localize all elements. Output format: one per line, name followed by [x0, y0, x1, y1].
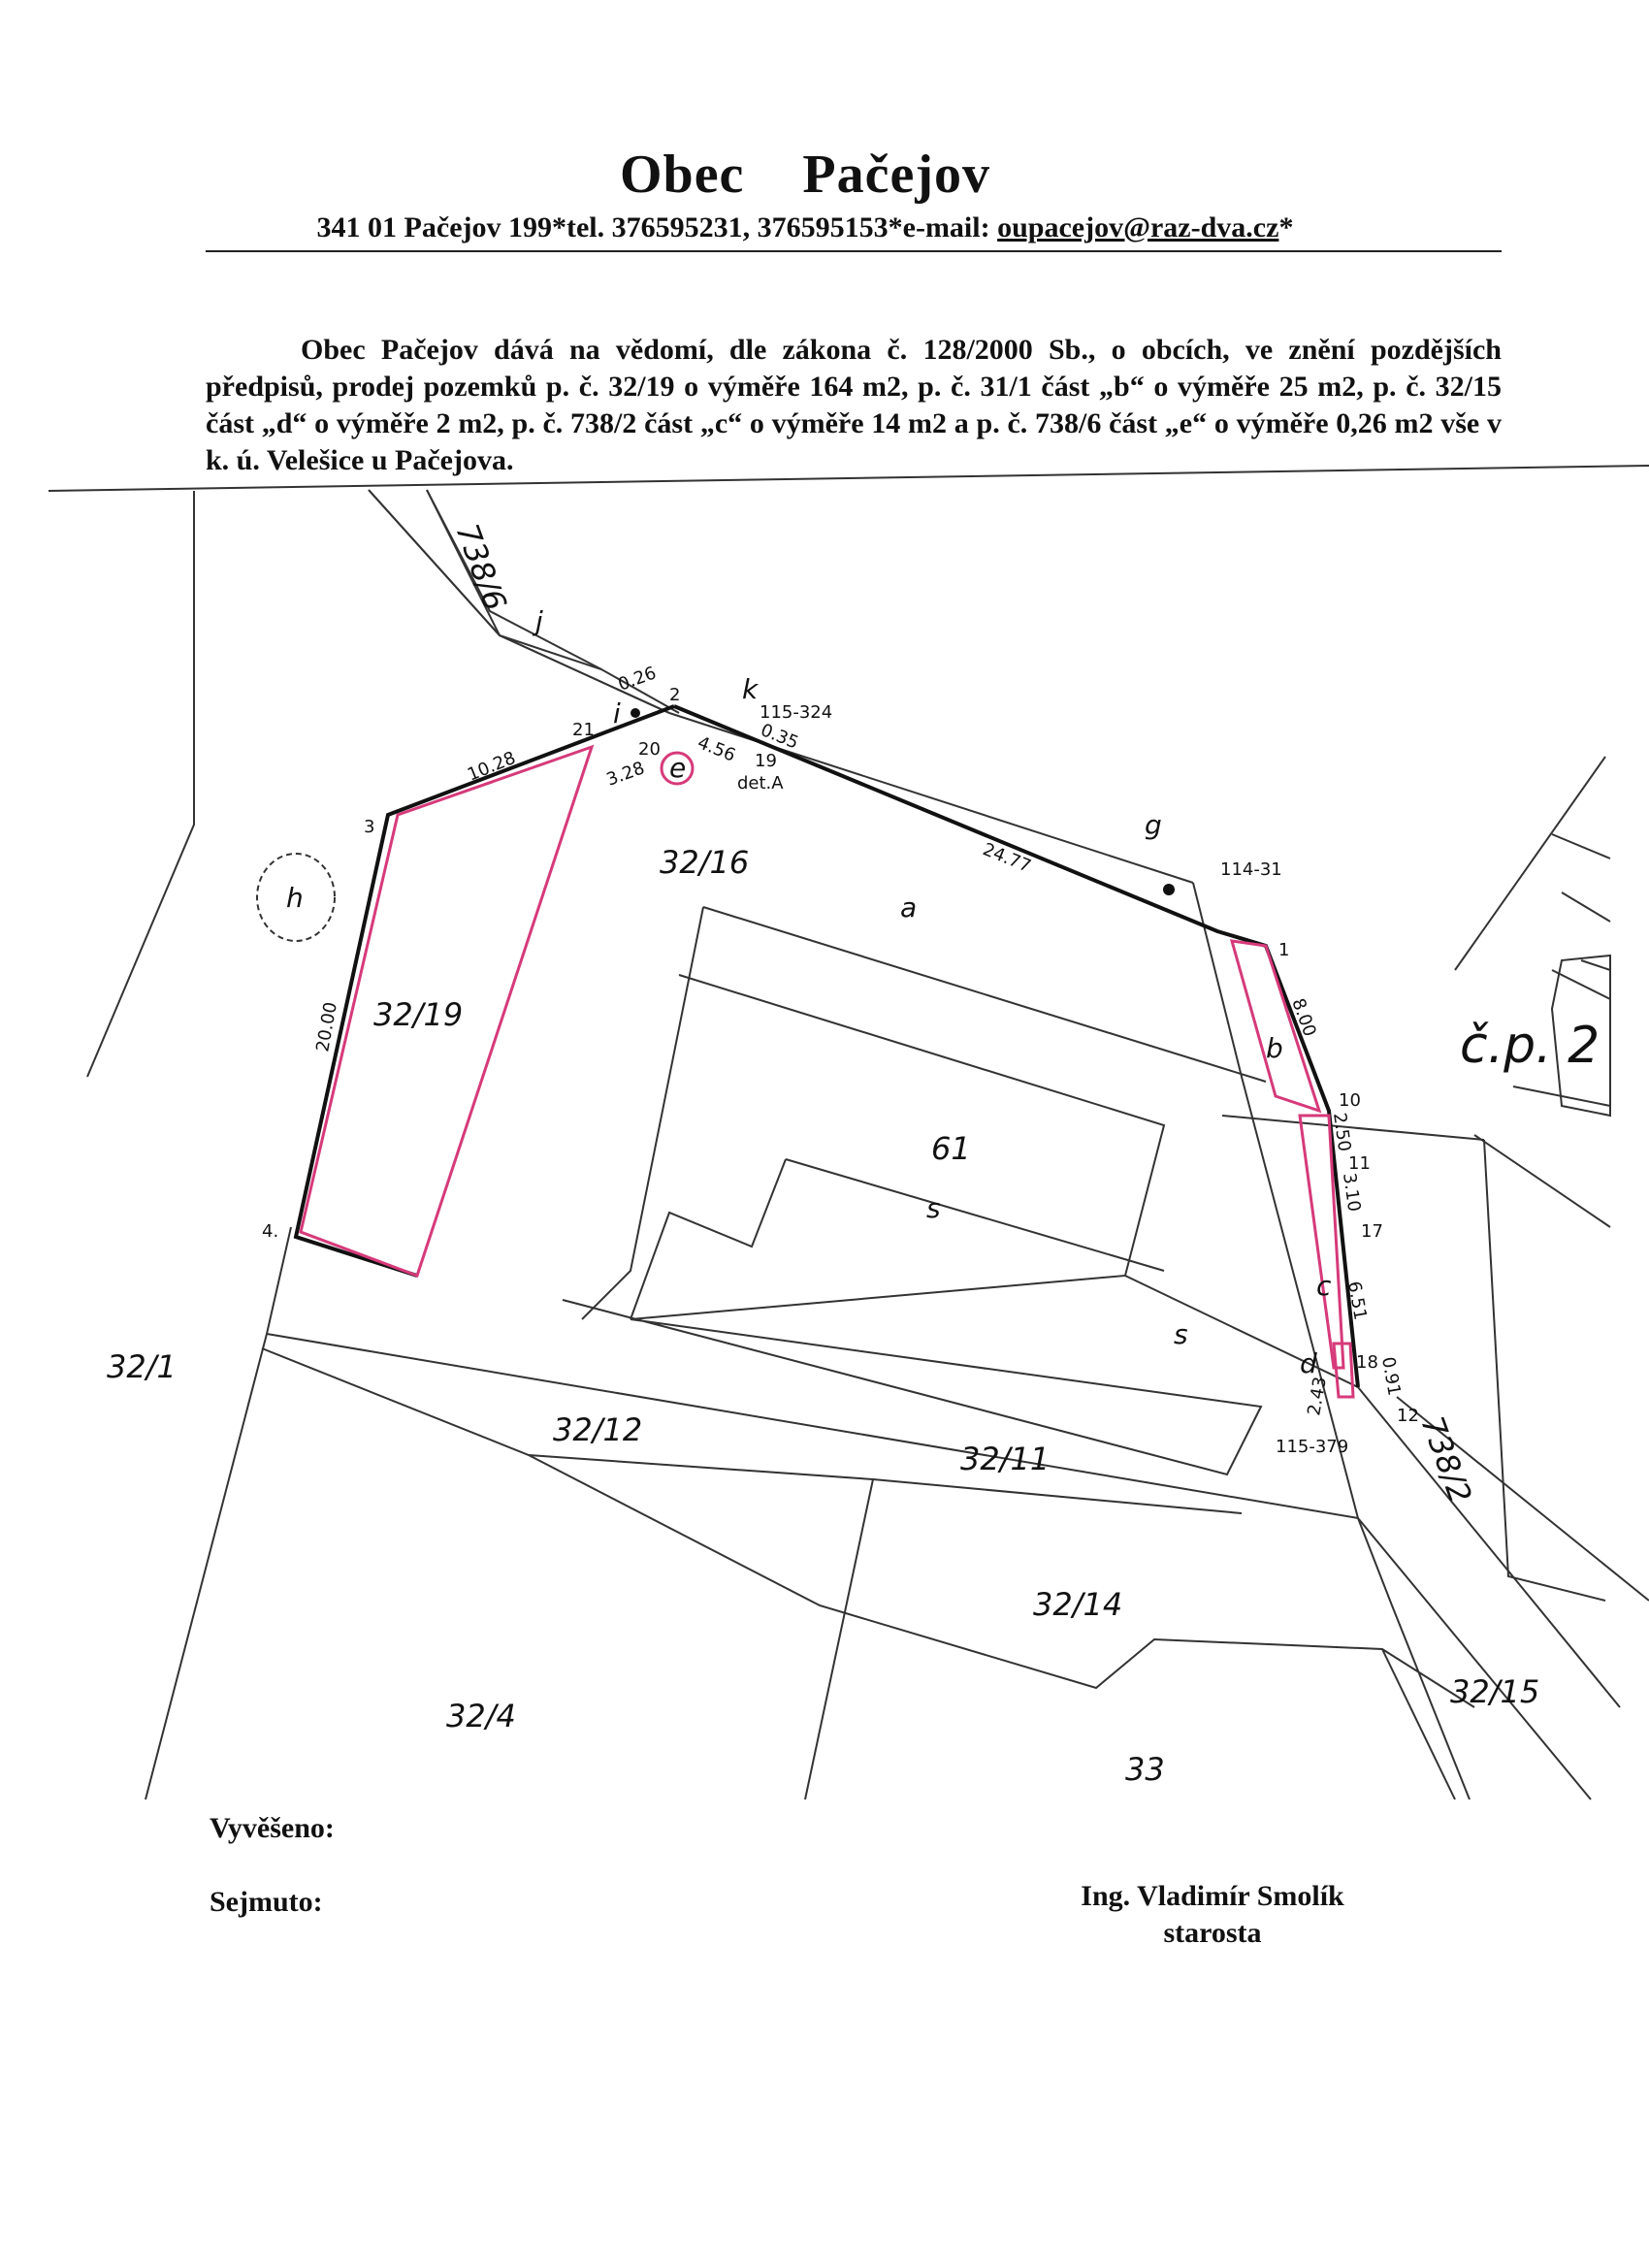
dimension-3-28: 3.28 [603, 758, 648, 791]
outline-32-16 [296, 706, 674, 1276]
dimension-6-51: 6.51 [1343, 1280, 1371, 1322]
dimension-labels [312, 663, 1404, 1417]
part-j: j [535, 605, 543, 637]
point-19: 19 [755, 751, 777, 771]
boundary-line [1358, 1518, 1470, 1799]
building-outline [786, 1159, 1164, 1271]
label-32-19: 32/19 [373, 996, 464, 1033]
label-32-1: 32/1 [107, 1348, 177, 1385]
contact-prefix: 341 01 Pačejov 199*tel. 376595231, 376595153*e-mail: [316, 211, 998, 243]
signer-name: Ing. Vladimír Smolík [1081, 1880, 1344, 1912]
point-10: 10 [1339, 1090, 1361, 1111]
boundary-line [267, 1334, 1358, 1518]
posted-label: Vyvěšeno: [210, 1812, 335, 1844]
point-1: 1 [1278, 940, 1290, 960]
boundary-line [1552, 970, 1610, 999]
label-32-12: 32/12 [553, 1411, 643, 1448]
dimension-10-28: 10.28 [465, 747, 519, 786]
building-61 [563, 907, 1358, 1474]
mark-det-a: det.A [737, 773, 784, 794]
label-33: 33 [1125, 1751, 1165, 1788]
dimension-0-35: 0.35 [758, 720, 802, 754]
point-12: 12 [1397, 1406, 1419, 1426]
boundary-line [48, 466, 1649, 491]
contact-suffix: * [1278, 211, 1294, 243]
boundary-line [87, 491, 194, 1077]
part-i: i [613, 697, 621, 729]
label-61: 61 [931, 1130, 971, 1167]
part-e: e [669, 752, 687, 784]
signature-block [1018, 1878, 1406, 1952]
mark-114-31: 114-31 [1220, 859, 1282, 880]
part-h: h [286, 882, 304, 914]
boundary-line [1552, 834, 1610, 859]
label-32-11: 32/11 [960, 1441, 1051, 1477]
boundary-line [1474, 1135, 1610, 1227]
point-17: 17 [1361, 1221, 1383, 1242]
label-738-6: 738/6 [448, 518, 514, 616]
parcel-labels [107, 519, 1600, 1788]
municipality-word: Obec [620, 145, 745, 205]
boundary-line [805, 1479, 873, 1799]
label-32-14: 32/14 [1033, 1586, 1123, 1623]
mark-115-379: 115-379 [1276, 1437, 1349, 1457]
part-c-highlight [1300, 1116, 1343, 1368]
municipality-name: Pačejov [802, 145, 990, 205]
boundary-line [1581, 960, 1610, 970]
building-outline [563, 1300, 1261, 1474]
removed-label: Sejmuto: [210, 1886, 323, 1918]
point-4: 4. [262, 1221, 279, 1242]
dimension-2-50: 2.50 [1329, 1111, 1355, 1153]
part-s-2: s [1174, 1318, 1188, 1350]
parcel-boundaries [48, 466, 1649, 1799]
part-g: g [1145, 809, 1162, 841]
point-20: 20 [638, 739, 661, 760]
part-a: a [900, 891, 918, 923]
label-32-4: 32/4 [446, 1698, 516, 1734]
point-21: 21 [572, 720, 595, 740]
dimension-2-43: 2.43 [1304, 1375, 1331, 1417]
dimension-20-00: 20.00 [312, 1000, 341, 1053]
part-c: c [1316, 1270, 1332, 1302]
boundary-line [1455, 757, 1605, 970]
email-link[interactable]: oupacejov@raz-dva.cz [997, 211, 1279, 243]
boundary-line [146, 1227, 291, 1799]
part-k: k [742, 673, 759, 705]
highlighted-parts [301, 747, 1353, 1397]
notice-text: Obec Pačejov dává na vědomí, dle zákona č. 128/2000 Sb., o obcích, ve znění pozdějších předpisů, prodej pozemků p. č. 32/19 o výměře 164 m2, p. č. 31/1 část „b“ o výměře 25 m2, p. č. 32/15 část „d“ o výměře 2 m2, p. č. 738/2 část „c“ o výměře 14 m2 a p. č. 738/6 část „e“ o výměře 0,26 m2 vše v k. ú. Velešice u Pačejova. [206, 334, 1502, 476]
dimension-0-26: 0.26 [615, 663, 660, 696]
dimension-24-77: 24.77 [980, 839, 1034, 877]
boundary-line [262, 1348, 1242, 1513]
label-32-16: 32/16 [660, 844, 750, 881]
point-11: 11 [1348, 1153, 1371, 1174]
point-dot [1163, 884, 1175, 895]
point-18: 18 [1356, 1352, 1378, 1373]
point-dot [630, 708, 640, 718]
signer-title: starosta [1163, 1917, 1262, 1949]
boundary-line [1562, 892, 1610, 922]
point-3: 3 [364, 817, 375, 837]
building-outline [630, 975, 1164, 1319]
dimension-8-00: 8.00 [1287, 995, 1320, 1040]
sold-parcel-outline [296, 706, 1358, 1387]
mark-115-324: 115-324 [760, 702, 833, 723]
label-cp2: č.p. 2 [1460, 1017, 1600, 1075]
point-2: 2 [669, 685, 681, 705]
part-b: b [1266, 1032, 1283, 1064]
building-outline [703, 907, 1266, 1082]
dimension-4-56: 4.56 [695, 732, 739, 766]
label-738-2: 738/2 [1413, 1410, 1479, 1508]
part-s-1: s [926, 1192, 941, 1224]
dimension-3-10: 3.10 [1339, 1171, 1365, 1214]
boundary-line [1484, 1140, 1605, 1601]
boundary-line [529, 1455, 1474, 1707]
label-32-15: 32/15 [1450, 1673, 1540, 1710]
building-outline [582, 907, 703, 1319]
building-outline [630, 1159, 786, 1319]
dimension-0-91: 0.91 [1377, 1355, 1405, 1398]
part-d: d [1300, 1347, 1317, 1379]
